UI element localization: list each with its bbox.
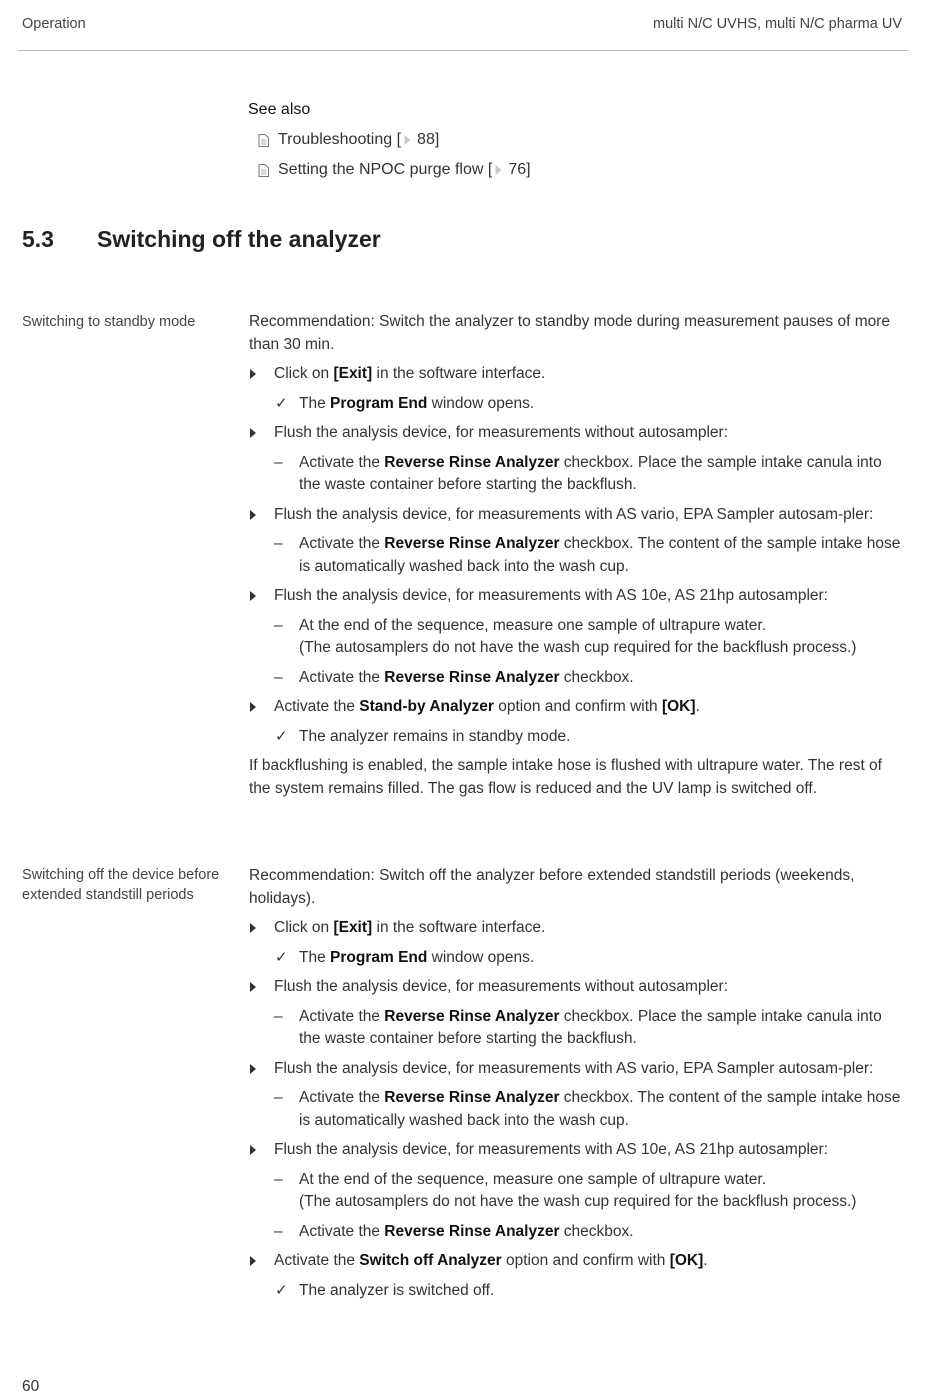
ui-term: [Exit] [333, 919, 373, 936]
result [249, 1280, 904, 1303]
ui-term: Program End [330, 948, 428, 966]
ui-term: Reverse Rinse Analyzer [384, 1089, 560, 1106]
checkmark-icon: ✓ [275, 727, 288, 745]
ui-term: Reverse Rinse Analyzer [384, 535, 560, 552]
intro-text: Recommendation: Switch the analyzer to standby mode during measurement pauses of more than 30 min. [249, 313, 891, 353]
dash-icon: – [274, 668, 283, 686]
standby-content [249, 311, 904, 807]
section-number: 5.3 [22, 226, 54, 252]
text: (The autosamplers do not have the wash cup required for the backflush process.) [299, 1193, 857, 1210]
link-text: Setting the NPOC purge flow [ [278, 161, 493, 178]
dash-icon: – [274, 1089, 283, 1106]
see-also-title: See also [248, 101, 311, 118]
text: Click on [274, 365, 334, 382]
step [249, 422, 904, 445]
step-arrow-icon [250, 982, 256, 992]
page-reference-icon [495, 164, 502, 176]
header-product: multi N/C UVHS, multi N/C pharma UV [653, 16, 902, 32]
step [249, 585, 904, 608]
text: window opens. [427, 948, 535, 966]
dash-icon: – [274, 1007, 283, 1025]
step-arrow-icon [250, 1064, 256, 1074]
text: The [299, 394, 331, 412]
step [249, 1139, 904, 1162]
sub-step [249, 1006, 904, 1051]
step [249, 363, 904, 386]
header-divider [18, 50, 908, 51]
dash-icon: – [274, 453, 283, 471]
checkmark-icon: ✓ [275, 948, 288, 966]
result [249, 726, 904, 749]
text: (The autosamplers do not have the wash cup required for the backflush process.) [299, 639, 857, 656]
step-arrow-icon [250, 369, 256, 379]
ui-term: [Exit] [333, 365, 373, 382]
page-reference-icon [404, 134, 411, 146]
text: window opens. [427, 394, 535, 412]
text: checkbox. [559, 1222, 634, 1240]
ui-term: Switch off Analyzer [359, 1252, 502, 1269]
text: checkbox. [559, 668, 634, 686]
text: Activate the [299, 453, 385, 471]
result [249, 393, 904, 416]
sub-step [249, 452, 904, 497]
text: The analyzer is switched off. [299, 1281, 495, 1299]
section-title: Switching off the analyzer [97, 226, 381, 252]
text: option and confirm with [493, 698, 662, 715]
note-text: If backflushing is enabled, the sample intake hose is flushed with ultrapure water. The rest of the system remains filled. The gas flow is reduced and the UV lamp is switched off. [249, 757, 882, 797]
text: checkbox. The content of the sample intake hose is automatically washed back into the wash cup. [299, 1089, 901, 1129]
step [249, 976, 904, 999]
dash-icon: – [274, 535, 283, 552]
text: Activate the [274, 698, 360, 715]
sub-step [249, 1169, 904, 1214]
step-arrow-icon [250, 923, 256, 933]
step-arrow-icon [250, 591, 256, 601]
text: Flush the analysis device, for measurements with AS vario, EPA Sampler autosam-pler: [274, 505, 874, 523]
text: Flush the analysis device, for measurements with AS 10e, AS 21hp autosampler: [274, 1141, 828, 1158]
text: At the end of the sequence, measure one sample of ultrapure water. [299, 1170, 767, 1188]
text: . [695, 698, 700, 715]
ui-term: Reverse Rinse Analyzer [384, 1007, 560, 1025]
step-arrow-icon [250, 702, 256, 712]
step [249, 1250, 904, 1273]
text: At the end of the sequence, measure one sample of ultrapure water. [299, 616, 767, 634]
step [249, 1058, 904, 1081]
see-also-link-troubleshooting[interactable] [258, 131, 439, 149]
text: in the software interface. [372, 365, 546, 382]
side-label-standby: Switching to standby mode [22, 314, 196, 330]
step-arrow-icon [250, 510, 256, 520]
ui-term: Reverse Rinse Analyzer [384, 453, 560, 471]
document-icon [258, 134, 269, 147]
text: Activate the [299, 668, 385, 686]
text: Activate the [274, 1252, 360, 1269]
text: in the software interface. [372, 919, 546, 936]
sub-step [249, 615, 904, 660]
text: Activate the [299, 1222, 385, 1240]
text: Flush the analysis device, for measurements without autosampler: [274, 978, 729, 995]
ui-term: [OK] [661, 698, 696, 715]
text: The analyzer remains in standby mode. [299, 727, 571, 745]
text: checkbox. The content of the sample intake hose is automatically washed back into the wash cup. [299, 535, 901, 575]
intro-text: Recommendation: Switch off the analyzer before extended standstill periods (weekends, holidays). [249, 867, 855, 907]
text: option and confirm with [501, 1252, 670, 1269]
text: checkbox. Place the sample intake canula into the waste container before starting the backflush. [299, 1007, 882, 1047]
text: Flush the analysis device, for measurements without autosampler: [274, 424, 729, 441]
step [249, 696, 904, 719]
header-chapter: Operation [22, 16, 86, 32]
text: . [703, 1252, 708, 1269]
link-page: 88] [417, 131, 440, 148]
step-arrow-icon [250, 428, 256, 438]
text: Flush the analysis device, for measurements with AS vario, EPA Sampler autosam-pler: [274, 1059, 874, 1077]
dash-icon: – [274, 1170, 283, 1188]
text: Activate the [299, 535, 385, 552]
ui-term: Stand-by Analyzer [359, 698, 494, 715]
ui-term: Reverse Rinse Analyzer [384, 1222, 560, 1240]
dash-icon: – [274, 616, 283, 634]
result [249, 947, 904, 970]
text: Activate the [299, 1089, 385, 1106]
sub-step [249, 533, 904, 578]
text: The [299, 948, 331, 966]
checkmark-icon: ✓ [275, 394, 288, 412]
step [249, 917, 904, 940]
page-number: 60 [22, 1378, 40, 1395]
step [249, 504, 904, 527]
ui-term: [OK] [669, 1252, 704, 1269]
ui-term: Program End [330, 394, 428, 412]
step-arrow-icon [250, 1256, 256, 1266]
checkmark-icon: ✓ [275, 1281, 288, 1299]
text: Click on [274, 919, 334, 936]
document-icon [258, 164, 269, 177]
ui-term: Reverse Rinse Analyzer [384, 668, 560, 686]
dash-icon: – [274, 1222, 283, 1240]
link-page: 76] [508, 161, 531, 178]
text: Flush the analysis device, for measurements with AS 10e, AS 21hp autosampler: [274, 587, 828, 604]
sub-step [249, 1221, 904, 1244]
text: checkbox. Place the sample intake canula into the waste container before starting the backflush. [299, 453, 882, 493]
text: Activate the [299, 1007, 385, 1025]
switch-off-content [249, 865, 904, 1309]
side-label-switch-off: Switching off the device before extended standstill periods [22, 867, 220, 903]
see-also-link-npoc-purge-flow[interactable] [258, 161, 531, 179]
sub-step [249, 667, 904, 690]
step-arrow-icon [250, 1145, 256, 1155]
sub-step [249, 1087, 904, 1132]
link-text: Troubleshooting [ [278, 131, 402, 148]
